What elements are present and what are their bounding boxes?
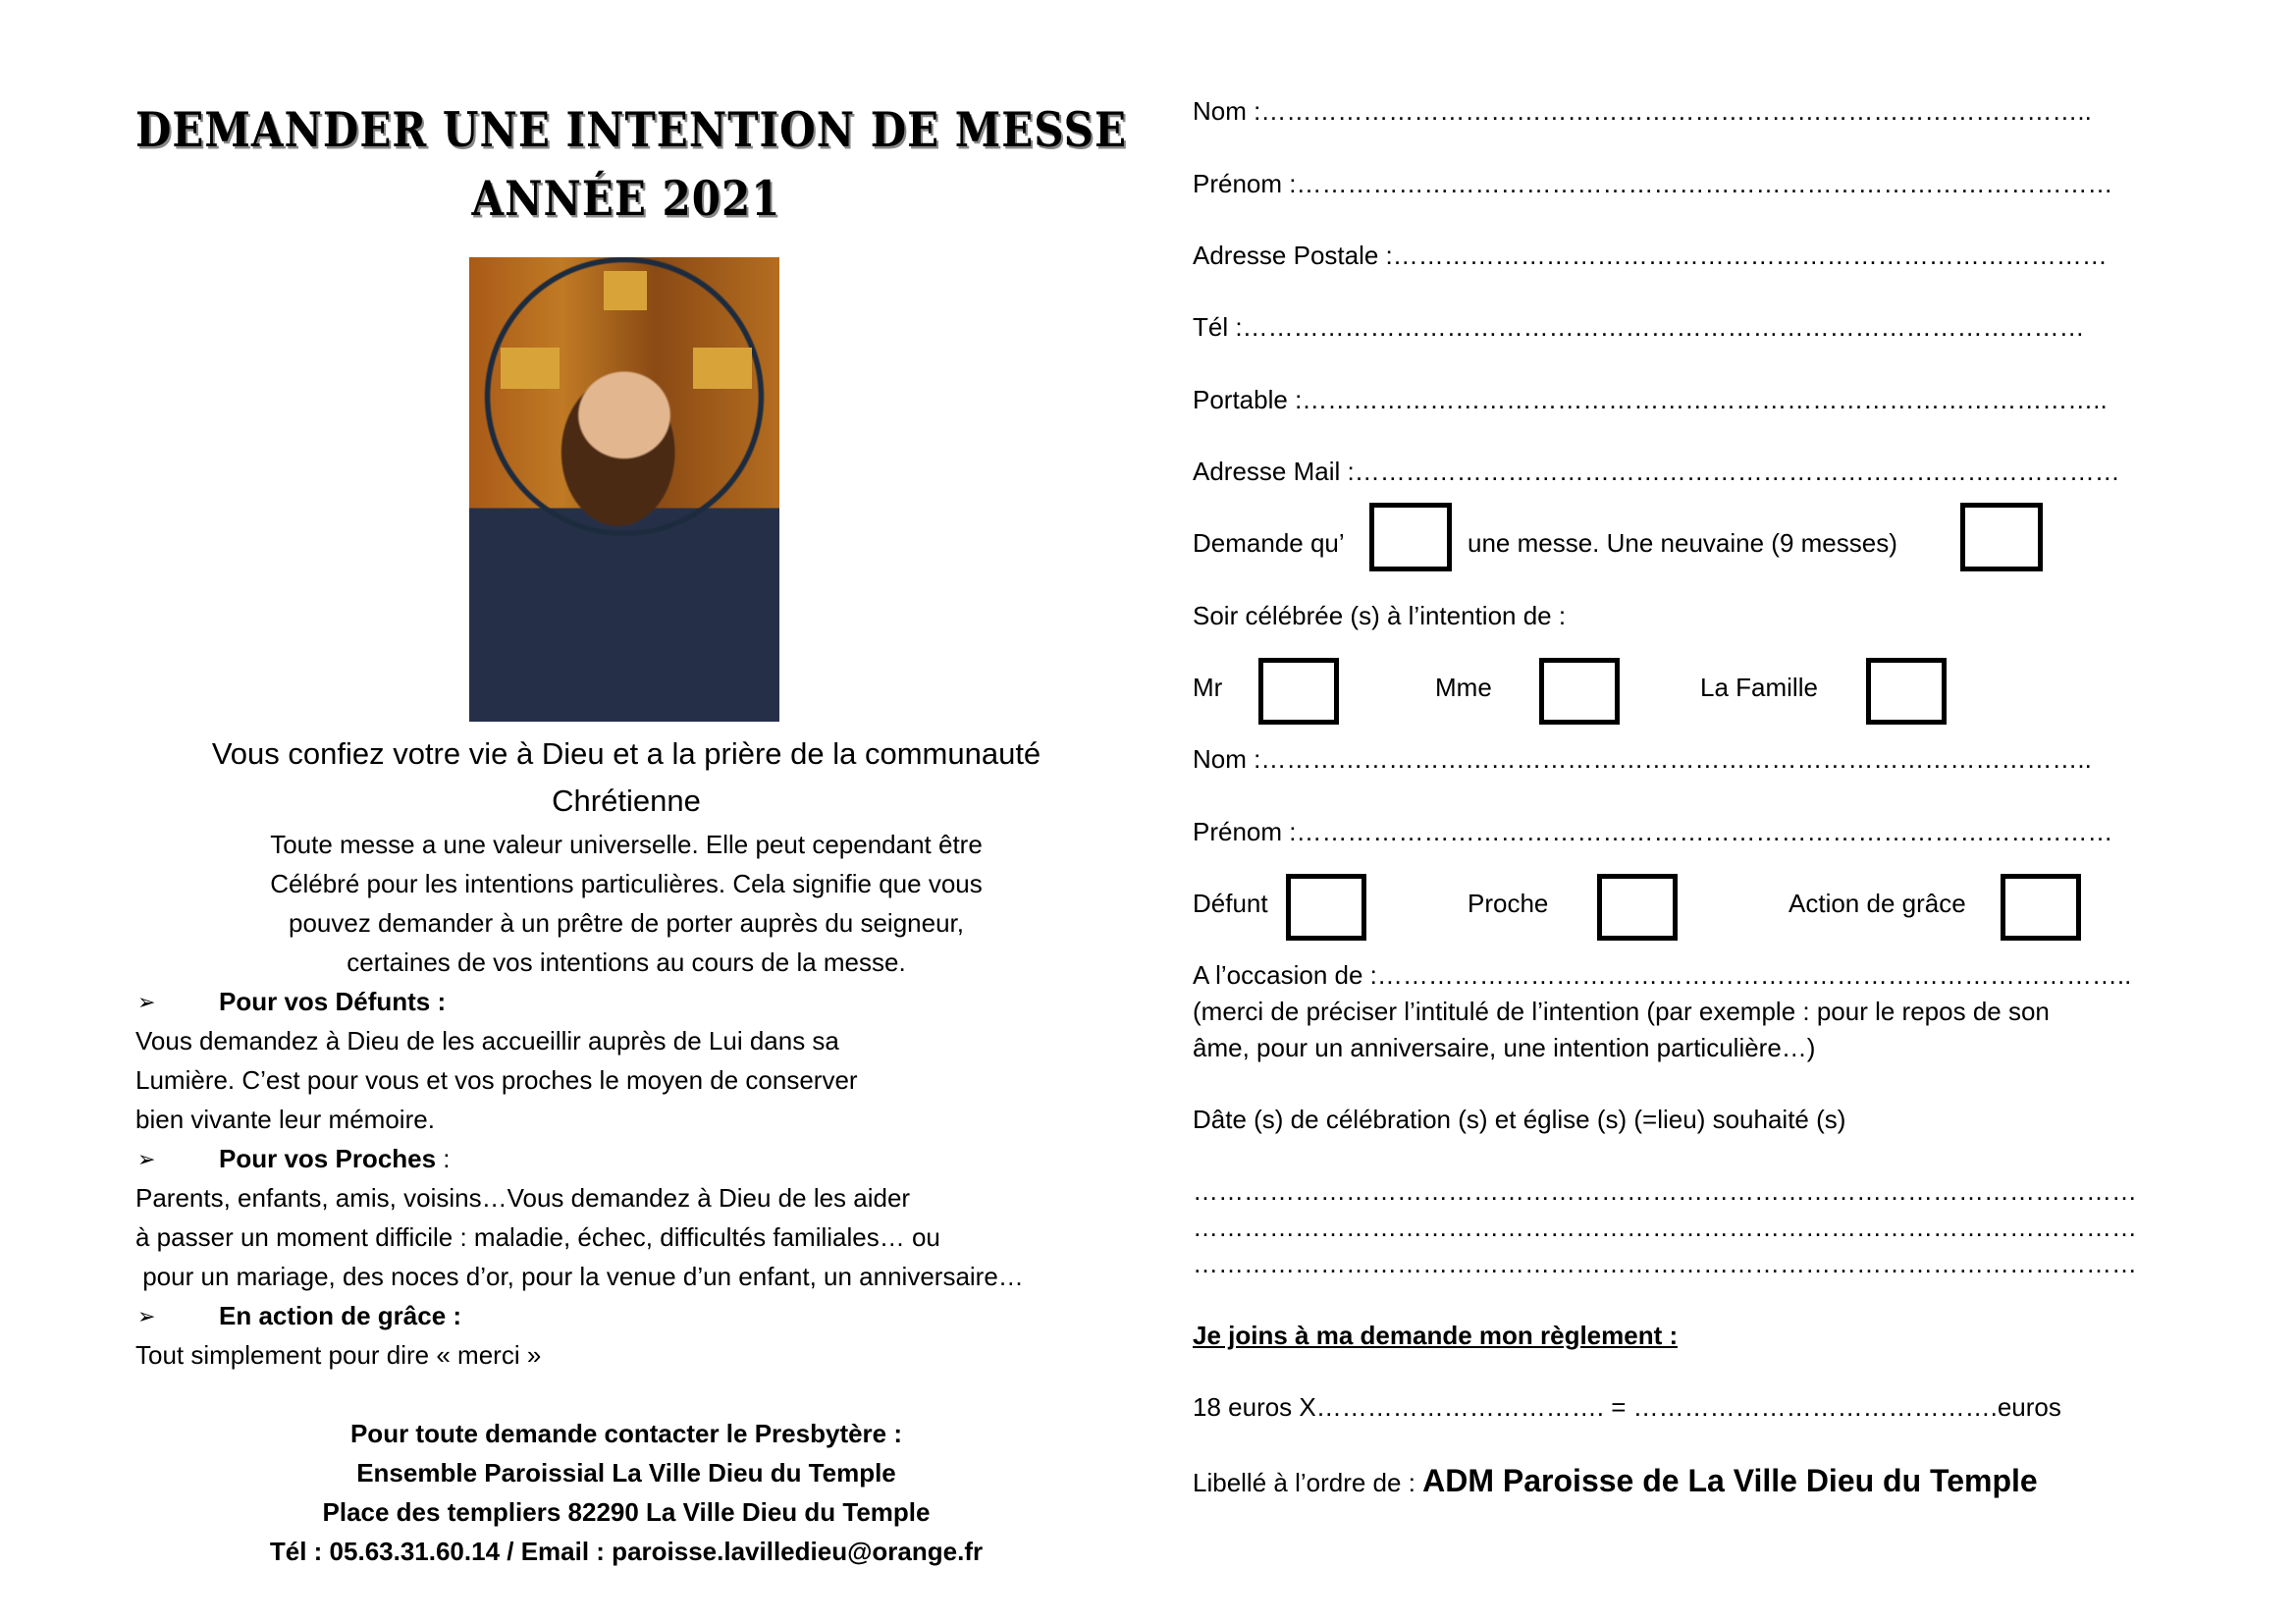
page-subtitle-year: ANNÉE 2021	[471, 171, 781, 227]
option-defunt-label: Défunt	[1193, 889, 1268, 918]
arrow-bullet-icon: ➢	[137, 1147, 156, 1171]
section-heading-proches	[219, 1144, 451, 1174]
prenom-field[interactable]: Prénom :……………………………………………………………………………………	[1193, 169, 2113, 198]
demande-label: Demande qu’	[1193, 528, 1345, 558]
intro-text-line: Célébré pour les intentions particulières. Cela signifie que vous	[270, 869, 983, 898]
intro-text-line: Toute messe a une valeur universelle. Elle peut cependant être	[270, 830, 983, 859]
option-defunt-checkbox[interactable]	[1286, 874, 1366, 941]
section-text-line: Parents, enfants, amis, voisins…Vous demandez à Dieu de les aider	[135, 1183, 911, 1213]
option-mme-checkbox[interactable]	[1539, 658, 1620, 725]
occasion-hint-line: âme, pour un anniversaire, une intention particulière…)	[1193, 1033, 1816, 1062]
section-text-line: pour un mariage, des noces d’or, pour la venue d’un enfant, un anniversaire…	[135, 1262, 1024, 1291]
neuvaine-checkbox[interactable]	[1960, 503, 2043, 571]
contact-line: Ensemble Paroissial La Ville Dieu du Temple	[356, 1458, 896, 1488]
option-proche-label: Proche	[1468, 889, 1549, 918]
intention-label: Soir célébrée (s) à l’intention de :	[1193, 601, 1567, 630]
contact-address: Place des templiers 82290 La Ville Dieu du Temple	[322, 1497, 931, 1527]
page-title: DEMANDER UNE INTENTION DE MESSE	[135, 102, 1128, 158]
section-heading-action-de-grace: En action de grâce :	[219, 1301, 462, 1330]
nom-field[interactable]: Nom :……………………………………………………………………………………..	[1193, 96, 2092, 126]
christ-mosaic-image	[469, 257, 779, 722]
intro-heading-line2: Chrétienne	[552, 784, 701, 818]
section-text-line: Lumière. C’est pour vous et vos proches le moyen de conserver	[135, 1065, 858, 1095]
tel-field[interactable]: Tél :………………………………………………………………………………………	[1193, 312, 2085, 342]
option-famille-checkbox[interactable]	[1866, 658, 1947, 725]
option-action-de-grace-label: Action de grâce	[1789, 889, 1966, 918]
contact-phone-email: Tél : 05.63.31.60.14 / Email : paroisse.lavilledieu@orange.fr	[269, 1537, 984, 1566]
occasion-hint-line: (merci de préciser l’intitulé de l’intention (par exemple : pour le repos de son	[1193, 997, 2050, 1026]
payment-heading: Je joins à ma demande mon règlement :	[1193, 1321, 1679, 1350]
portable-field[interactable]: Portable :…………………………………………………………………………………..	[1193, 385, 2108, 414]
section-text-line: Vous demandez à Dieu de les accueillir auprès de Lui dans sa	[135, 1026, 839, 1055]
section-text-line: à passer un moment difficile : maladie, échec, difficultés familiales… ou	[135, 1222, 940, 1252]
intro-text-line: pouvez demander à un prêtre de porter auprès du seigneur,	[288, 908, 964, 938]
option-mr-checkbox[interactable]	[1258, 658, 1339, 725]
payable-to-name: ADM Paroisse de La Ville Dieu du Temple	[1422, 1463, 2038, 1498]
occasion-field[interactable]: A l’occasion de :……………………………………………………………………………..	[1193, 960, 2132, 990]
demande-middle-label: une messe. Une neuvaine (9 messes)	[1468, 528, 1897, 558]
adresse-postale-field[interactable]: Adresse Postale :…………………………………………………………………………	[1193, 241, 2108, 270]
section-heading-defunts: Pour vos Défunts :	[219, 987, 447, 1016]
contact-line: Pour toute demande contacter le Presbytère :	[349, 1419, 903, 1448]
prenom-intention-field[interactable]: Prénom :……………………………………………………………………………………	[1193, 817, 2113, 846]
section-heading-proches-colon: :	[436, 1144, 451, 1173]
option-famille-label: La Famille	[1700, 673, 1818, 702]
dates-field-line[interactable]: …………………………………………………………………………………………………	[1193, 1176, 2137, 1206]
payment-amount-field[interactable]: 18 euros X……………………………. = …………………………………….euros	[1193, 1392, 2061, 1422]
section-heading-proches-label: Pour vos Proches	[219, 1144, 437, 1173]
option-mr-label: Mr	[1193, 673, 1223, 702]
option-mme-label: Mme	[1435, 673, 1492, 702]
intro-text-line: certaines de vos intentions au cours de la messe.	[347, 947, 906, 977]
section-text-line: bien vivante leur mémoire.	[135, 1105, 435, 1134]
arrow-bullet-icon: ➢	[137, 1304, 156, 1328]
payable-to-label: Libellé à l’ordre de :	[1193, 1468, 1423, 1497]
adresse-mail-field[interactable]: Adresse Mail :………………………………………………………………………………	[1193, 457, 2120, 486]
option-proche-checkbox[interactable]	[1597, 874, 1678, 941]
payable-to	[1193, 1463, 2038, 1499]
dates-label: Dâte (s) de célébration (s) et église (s) (=lieu) souhaité (s)	[1193, 1105, 1846, 1134]
option-action-de-grace-checkbox[interactable]	[2001, 874, 2081, 941]
dates-field-line[interactable]: …………………………………………………………………………………………………	[1193, 1249, 2137, 1278]
intro-heading-line1: Vous confiez votre vie à Dieu et a la prière de la communauté	[211, 736, 1041, 771]
une-messe-checkbox[interactable]	[1369, 503, 1452, 571]
section-text-line: Tout simplement pour dire « merci »	[135, 1340, 542, 1370]
arrow-bullet-icon: ➢	[137, 990, 156, 1014]
dates-field-line[interactable]: …………………………………………………………………………………………………	[1193, 1213, 2137, 1242]
nom-intention-field[interactable]: Nom :……………………………………………………………………………………..	[1193, 744, 2092, 774]
